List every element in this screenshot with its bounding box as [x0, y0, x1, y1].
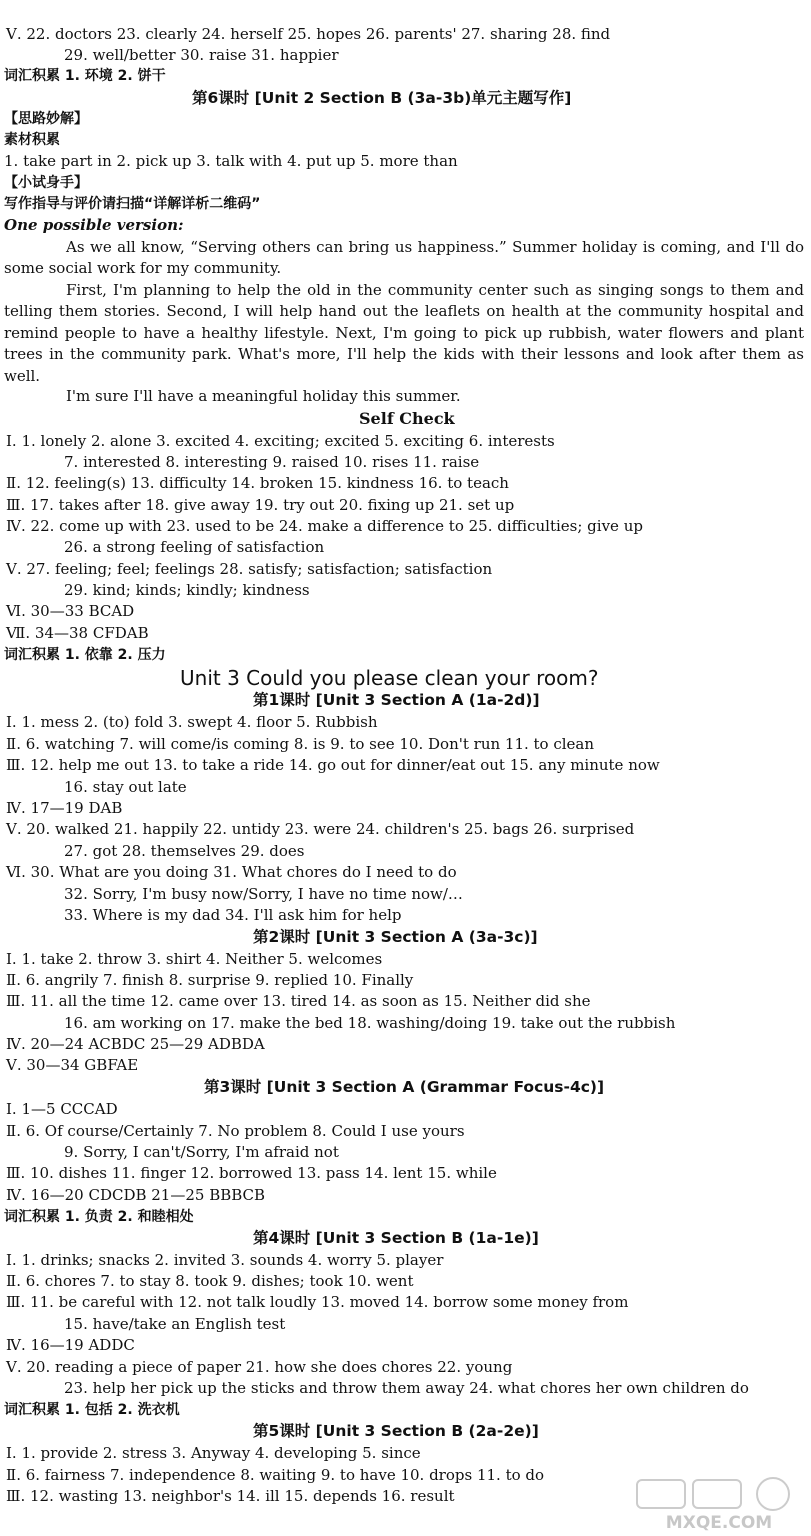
answer-line: Ⅵ. 30—33 BCAD: [6, 602, 135, 620]
answer-line: 9. Sorry, I can't/Sorry, I'm afraid not: [64, 1143, 339, 1161]
answer-line: 33. Where is my dad 34. I'll ask him for help: [64, 906, 402, 924]
section-label: 素材积累: [4, 132, 60, 148]
answer-line: Ⅰ. 1. lonely 2. alone 3. excited 4. exciting; excited 5. exciting 6. interests: [6, 432, 555, 450]
lesson-header: 第4课时 [Unit 3 Section B (1a-1e)]: [253, 1229, 539, 1247]
lesson-header: 第1课时 [Unit 3 Section A (1a-2d)]: [253, 691, 540, 709]
answer-line: Ⅲ. 12. wasting 13. neighbor's 14. ill 15. depends 16. result: [6, 1487, 455, 1505]
answer-line: 15. have/take an English test: [64, 1315, 286, 1333]
answer-line: Ⅱ. 6. Of course/Certainly 7. No problem 8. Could I use yours: [6, 1122, 465, 1140]
essay-paragraph: As we all know, “Serving others can bring us happiness.” Summer holiday is coming, and I'll do some social work for my community.: [4, 238, 804, 278]
essay-title: One possible version:: [4, 216, 184, 234]
lesson-header: 第5课时 [Unit 3 Section B (2a-2e)]: [253, 1422, 539, 1440]
answer-line: Ⅱ. 6. fairness 7. independence 8. waiting 9. to have 10. drops 11. to do: [6, 1466, 545, 1484]
answer-line: 29. kind; kinds; kindly; kindness: [64, 581, 310, 599]
answer-line: Ⅳ. 17—19 DAB: [6, 799, 123, 817]
answer-line: Ⅰ. 1. mess 2. (to) fold 3. swept 4. floor 5. Rubbish: [6, 713, 378, 731]
answer-line: Ⅴ. 22. doctors 23. clearly 24. herself 25. hopes 26. parents' 27. sharing 28. find: [6, 25, 611, 43]
answer-line: Ⅵ. 30. What are you doing 31. What chores do I need to do: [6, 863, 457, 881]
essay-paragraph: First, I'm planning to help the old in the community center such as singing songs to them and telling them stories. Second, I will help hand out the leaflets on health at the community hospital and remind people to have a healthy lifestyle. Next, I'm going to pick up rubbish, water flowers and plant trees in the community park. What's more, I'll help the kids with their lessons and look after them as well.: [4, 281, 804, 385]
answer-line: Ⅲ. 11. all the time 12. came over 13. tired 14. as soon as 15. Neither did she: [6, 992, 591, 1010]
answer-line: 16. stay out late: [64, 778, 187, 796]
section-label: 【小试身手】: [4, 175, 88, 191]
answer-line: Ⅴ. 20. walked 21. happily 22. untidy 23. were 24. children's 25. bags 26. surprised: [6, 820, 635, 838]
answer-line: Ⅲ. 17. takes after 18. give away 19. try out 20. fixing up 21. set up: [6, 496, 515, 514]
vocab-line: 词汇积累 1. 负责 2. 和睦相处: [4, 1209, 194, 1225]
unit-title: Unit 3 Could you please clean your room?: [180, 666, 599, 690]
answer-line: Ⅳ. 20—24 ACBDC 25—29 ADBDA: [6, 1035, 265, 1053]
vocab-line: 词汇积累 1. 环境 2. 饼干: [4, 68, 166, 84]
lesson-header: 第2课时 [Unit 3 Section A (3a-3c)]: [253, 928, 538, 946]
answer-line: Ⅰ. 1. drinks; snacks 2. invited 3. sounds 4. worry 5. player: [6, 1251, 444, 1269]
answer-line: 26. a strong feeling of satisfaction: [64, 538, 325, 556]
answer-line: Ⅰ. 1. provide 2. stress 3. Anyway 4. developing 5. since: [6, 1444, 421, 1462]
answer-line: Ⅴ. 30—34 GBFAE: [6, 1056, 139, 1074]
answer-line: Ⅱ. 12. feeling(s) 13. difficulty 14. broken 15. kindness 16. to teach: [6, 474, 509, 492]
answer-line: Ⅴ. 20. reading a piece of paper 21. how she does chores 22. young: [6, 1358, 513, 1376]
watermark-url: MXQE.COM: [665, 1513, 773, 1532]
watermark-logo: [633, 1476, 803, 1532]
answer-line: Ⅳ. 16—19 ADDC: [6, 1336, 135, 1354]
answer-line: 27. got 28. themselves 29. does: [64, 842, 305, 860]
answer-line: Ⅶ. 34—38 CFDAB: [6, 624, 149, 642]
answer-line: 16. am working on 17. make the bed 18. washing/doing 19. take out the rubbish: [64, 1014, 676, 1032]
self-check-header: Self Check: [359, 409, 455, 428]
answer-line: Ⅰ. 1—5 CCCAD: [6, 1100, 118, 1118]
answer-line: Ⅲ. 10. dishes 11. finger 12. borrowed 13. pass 14. lent 15. while: [6, 1164, 497, 1182]
answer-line: 23. help her pick up the sticks and throw them away 24. what chores her own children do: [64, 1379, 749, 1397]
answer-line: 1. take part in 2. pick up 3. talk with 4. put up 5. more than: [4, 152, 458, 170]
answer-line: Ⅳ. 22. come up with 23. used to be 24. make a difference to 25. difficulties; give up: [6, 517, 643, 535]
answer-line: Ⅱ. 6. angrily 7. finish 8. surprise 9. replied 10. Finally: [6, 971, 414, 989]
answer-line: Ⅱ. 6. watching 7. will come/is coming 8. is 9. to see 10. Don't run 11. to clean: [6, 735, 595, 753]
answer-line: Ⅱ. 6. chores 7. to stay 8. took 9. dishes; took 10. went: [6, 1272, 414, 1290]
answer-line: Ⅴ. 27. feeling; feel; feelings 28. satisfy; satisfaction; satisfaction: [6, 560, 493, 578]
answer-line: 32. Sorry, I'm busy now/Sorry, I have no time now/…: [64, 885, 463, 903]
answer-line: Ⅳ. 16—20 CDCDB 21—25 BBBCB: [6, 1186, 266, 1204]
vocab-line: 词汇积累 1. 包括 2. 洗衣机: [4, 1402, 180, 1418]
lesson-header: 第6课时 [Unit 2 Section B (3a-3b)单元主题写作]: [192, 89, 572, 107]
essay-paragraph: I'm sure I'll have a meaningful holiday this summer.: [66, 387, 461, 405]
lesson-header: 第3课时 [Unit 3 Section A (Grammar Focus-4c)]: [204, 1078, 605, 1096]
answer-line: Ⅲ. 11. be careful with 12. not talk loudly 13. moved 14. borrow some money from: [6, 1293, 629, 1311]
answer-line: 29. well/better 30. raise 31. happier: [64, 46, 339, 64]
vocab-line: 词汇积累 1. 依靠 2. 压力: [4, 647, 166, 663]
answer-line: Ⅰ. 1. take 2. throw 3. shirt 4. Neither 5. welcomes: [6, 950, 383, 968]
section-label: 【思路妙解】: [4, 111, 88, 127]
answer-line: 7. interested 8. interesting 9. raised 10. rises 11. raise: [64, 453, 480, 471]
answer-line: Ⅲ. 12. help me out 13. to take a ride 14. go out for dinner/eat out 15. any minute now: [6, 756, 660, 774]
section-label: 写作指导与评价请扫描“详解详析二维码”: [4, 196, 261, 212]
